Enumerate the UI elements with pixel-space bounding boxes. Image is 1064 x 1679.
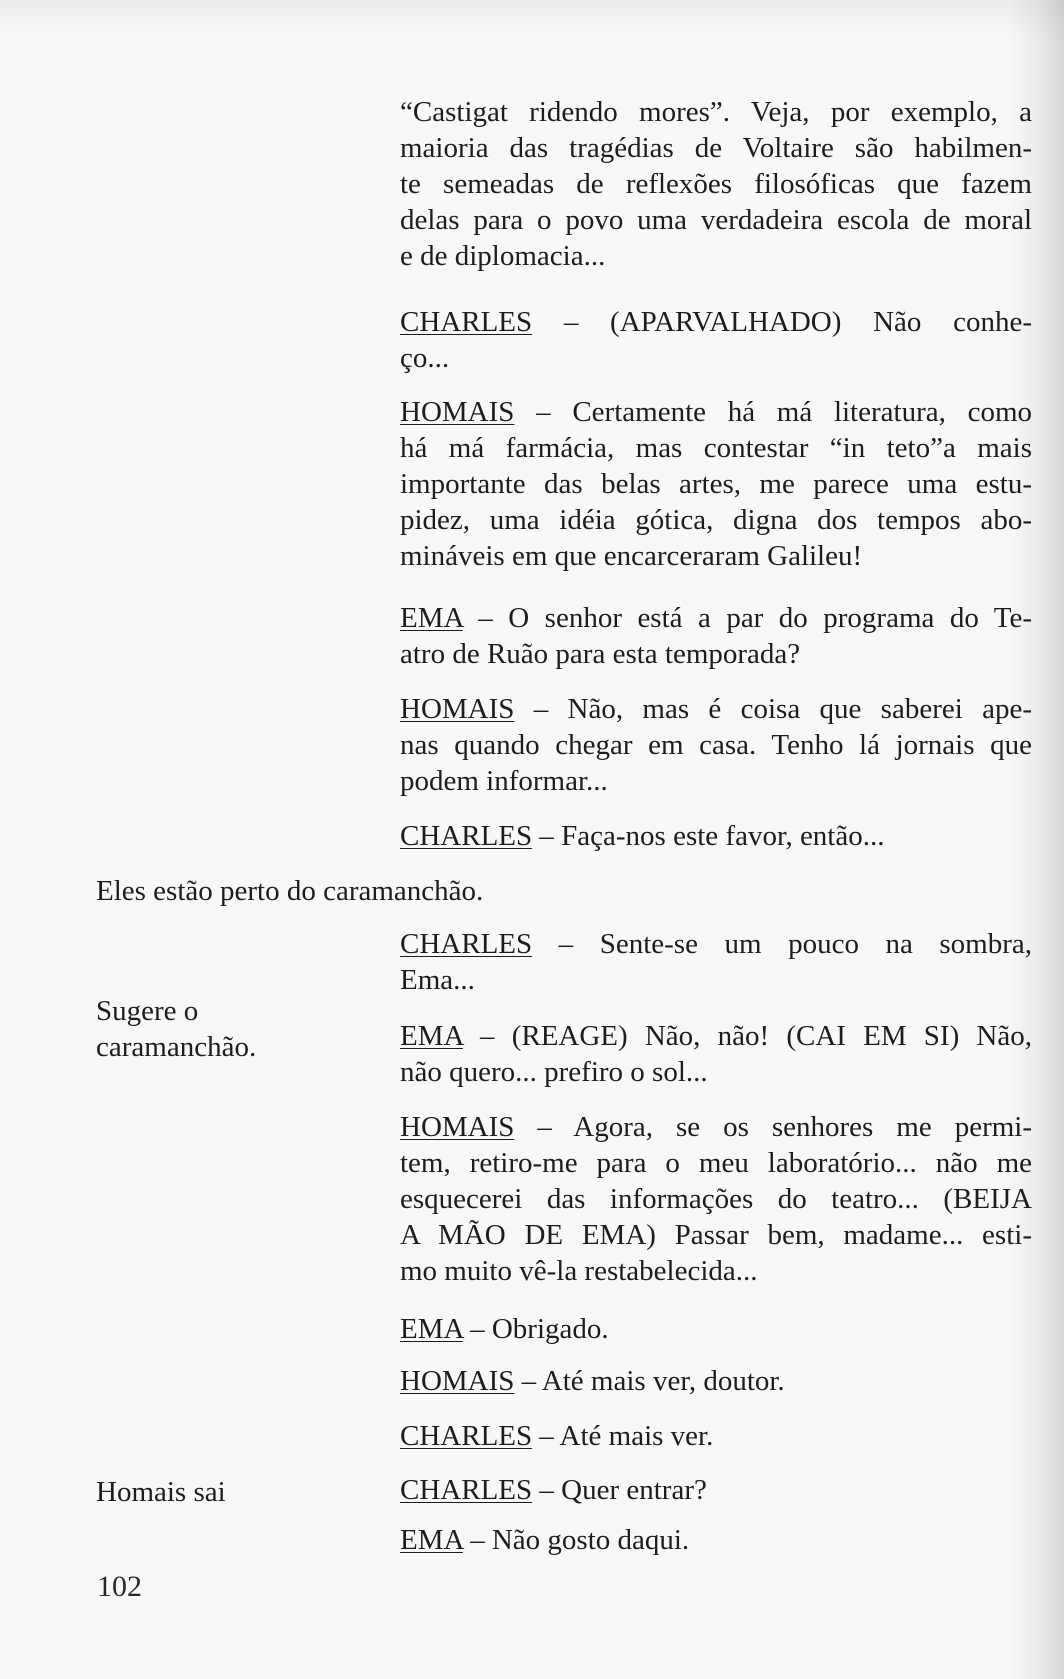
text-line: importante das belas artes, me parece uma estu- [400, 468, 1032, 500]
speaker-name: EMA [400, 602, 463, 634]
speaker-name: HOMAIS [400, 396, 515, 428]
stage-direction [96, 993, 256, 1065]
dialogue-paragraph [400, 691, 1032, 799]
text-line [400, 1018, 1032, 1054]
speech-text: – Certamente há má literatura, como [514, 396, 1032, 428]
text-line: Ema... [400, 964, 475, 996]
dialogue-paragraph [400, 1363, 1032, 1399]
speaker-name: HOMAIS [400, 693, 515, 725]
speech-text: – Obrigado. [462, 1313, 609, 1345]
stage-direction-line: Eles estão perto do caramanchão. [96, 875, 484, 907]
speech-text: – (APARVALHADO) Não conhe- [532, 306, 1032, 338]
text-line: atro de Ruão para esta temporada? [400, 638, 801, 670]
dialogue-paragraph [400, 1018, 1032, 1090]
speaker-name: CHARLES [400, 820, 533, 852]
text-line: esquecerei das informações do teatro... (BEIJA [400, 1183, 1032, 1215]
speech-text: – Sente-se um pouco na sombra, [532, 928, 1032, 960]
text-line: podem informar... [400, 765, 608, 797]
text-line: te semeadas de reflexões filosóficas que fazem [400, 168, 1032, 200]
dialogue-paragraph [400, 1311, 1032, 1347]
dialogue-paragraph [400, 304, 1032, 376]
dialogue-paragraph [400, 1418, 1032, 1454]
text-line [400, 1363, 1032, 1399]
text-line: mo muito vê-la restabelecida... [400, 1255, 758, 1287]
page-number: 102 [97, 1570, 142, 1603]
text-line [400, 394, 1032, 430]
text-line: não quero... prefiro o sol... [400, 1056, 708, 1088]
speech-text: – O senhor está a par do programa do Te- [462, 602, 1032, 634]
dialogue-paragraph [400, 1109, 1032, 1289]
speech-text: – Não gosto daqui. [462, 1524, 690, 1556]
text-line [400, 1418, 1032, 1454]
text-line: nas quando chegar em casa. Tenho lá jornais que [400, 729, 1032, 761]
speaker-name: EMA [400, 1524, 463, 1556]
text-line: há má farmácia, mas contestar “in teto”a mais [400, 432, 1032, 464]
speech-text: – Não, mas é coisa que saberei ape- [514, 693, 1032, 725]
text-line [400, 304, 1032, 340]
speech-text: – Quer entrar? [532, 1474, 707, 1506]
stage-direction-line: Homais sai [96, 1476, 226, 1508]
speech-text: – (REAGE) Não, não! (CAI EM SI) Não, [462, 1020, 1032, 1052]
text-line: ço... [400, 342, 450, 374]
dialogue-paragraph [400, 394, 1032, 574]
text-line: pidez, uma idéia gótica, digna dos tempos abo- [400, 504, 1032, 536]
speaker-name: EMA [400, 1020, 463, 1052]
speech-text: – Até mais ver, doutor. [514, 1365, 785, 1397]
text-line: “Castigat ridendo mores”. Veja, por exemplo, a [400, 96, 1032, 128]
text-line [400, 691, 1032, 727]
speech-text: – Até mais ver. [532, 1420, 714, 1452]
speaker-name: CHARLES [400, 1420, 533, 1452]
speech-text: – Faça-nos este favor, então... [532, 820, 885, 852]
dialogue-paragraph [400, 94, 1032, 274]
dialogue-paragraph [400, 600, 1032, 672]
speaker-name: CHARLES [400, 1474, 533, 1506]
dialogue-paragraph [400, 1472, 1032, 1508]
stage-direction-line: Sugere o [96, 995, 199, 1027]
text-line [400, 926, 1032, 962]
text-line [400, 818, 1032, 854]
speaker-name: HOMAIS [400, 1365, 515, 1397]
speech-text: – Agora, se os senhores me permi- [514, 1111, 1032, 1143]
text-line [400, 1522, 1032, 1558]
text-line: maioria das tragédias de Voltaire são habilmen- [400, 132, 1032, 164]
dialogue-paragraph [400, 1522, 1032, 1558]
dialogue-paragraph [400, 818, 1032, 854]
stage-direction-line: caramanchão. [96, 1031, 257, 1063]
text-line: mináveis em que encarceraram Galileu! [400, 540, 863, 572]
stage-direction [96, 1474, 226, 1510]
speaker-name: CHARLES [400, 928, 533, 960]
speaker-name: HOMAIS [400, 1111, 515, 1143]
speaker-name: CHARLES [400, 306, 533, 338]
text-line: A MÃO DE EMA) Passar bem, madame... esti- [400, 1219, 1032, 1251]
dialogue-paragraph [400, 926, 1032, 998]
text-line [400, 1311, 1032, 1347]
stage-direction [96, 873, 483, 909]
text-line: tem, retiro-me para o meu laboratório... não me [400, 1147, 1032, 1179]
speaker-name: EMA [400, 1313, 463, 1345]
text-line: delas para o povo uma verdadeira escola de moral [400, 204, 1032, 236]
text-line: e de diplomacia... [400, 240, 606, 272]
text-line [400, 1109, 1032, 1145]
text-line [400, 600, 1032, 636]
text-line [400, 1472, 1032, 1508]
